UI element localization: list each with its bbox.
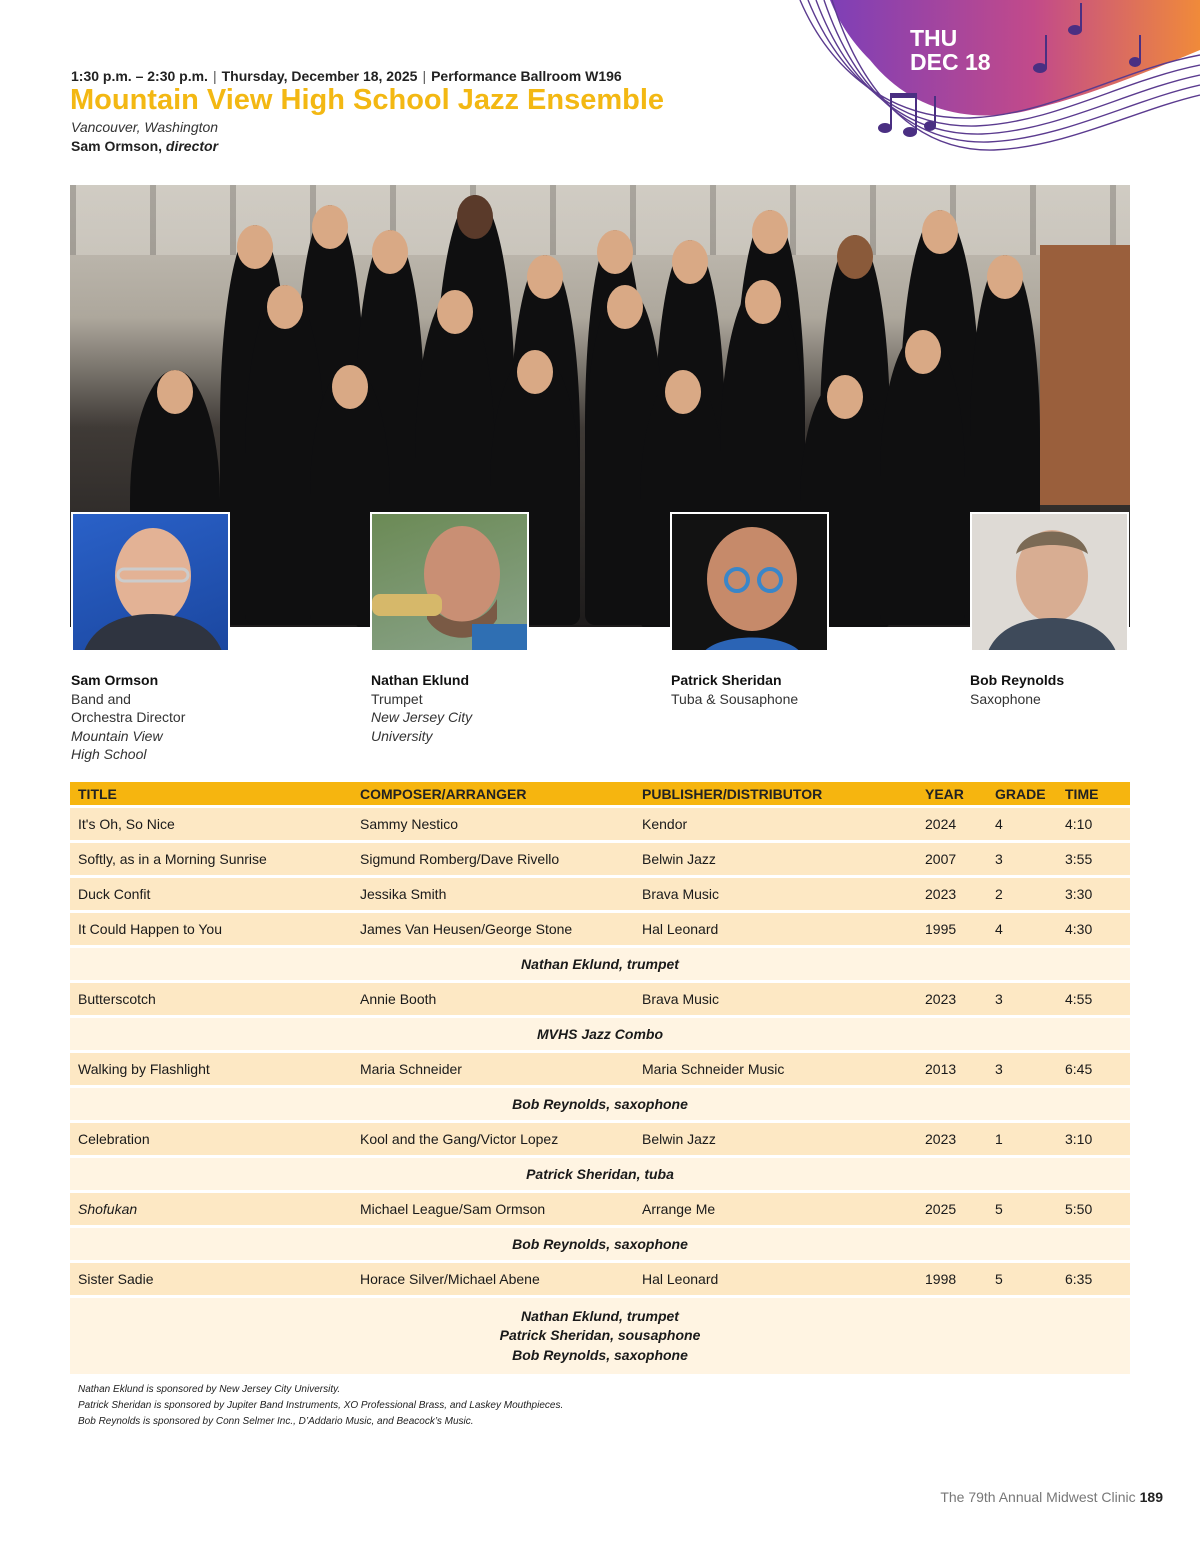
piece-grade: 2	[987, 878, 1057, 910]
artist-affiliation-line: Mountain View	[71, 727, 163, 744]
program-guest-note-row	[70, 1088, 1130, 1120]
piece-time: 6:45	[1057, 1053, 1130, 1085]
guest-note-line: Patrick Sheridan, sousaphone	[499, 1327, 701, 1344]
artist-affiliation-line: High School	[71, 746, 147, 762]
piece-grade: 3	[987, 843, 1057, 875]
guest-note-line: Bob Reynolds, saxophone	[512, 1346, 688, 1363]
page-footer	[940, 1489, 1163, 1505]
program-row	[70, 983, 1130, 1015]
guest-note-line: Nathan Eklund, trumpet	[521, 1307, 679, 1324]
piece-time: 3:55	[1057, 843, 1130, 875]
artist-role-line: Band and	[71, 690, 131, 707]
music-staff-decoration	[790, 0, 1200, 175]
ensemble-city: Vancouver, Washington	[71, 119, 219, 135]
bio-patrick-sheridan	[671, 671, 798, 708]
piece-year: 2007	[917, 843, 987, 875]
guest-note-line: Patrick Sheridan, tuba	[526, 1166, 674, 1182]
piece-grade: 5	[987, 1193, 1057, 1225]
piece-title: Walking by Flashlight	[70, 1053, 352, 1085]
piece-time: 3:30	[1057, 878, 1130, 910]
program-row	[70, 808, 1130, 840]
guest-note	[70, 1228, 1130, 1260]
page-number: 189	[1139, 1489, 1163, 1505]
piece-year: 2023	[917, 1123, 987, 1155]
artist-name: Patrick Sheridan	[671, 672, 782, 688]
piece-grade: 3	[987, 983, 1057, 1015]
piece-composer: Sigmund Romberg/Dave Rivello	[352, 843, 634, 875]
day-badge-date: DEC 18	[910, 49, 991, 75]
guest-note-line: Nathan Eklund, trumpet	[521, 956, 679, 972]
piece-publisher: Belwin Jazz	[634, 843, 917, 875]
program-body	[70, 808, 1130, 1374]
piece-grade: 1	[987, 1123, 1057, 1155]
guest-note-line: Bob Reynolds, saxophone	[512, 1096, 688, 1112]
piece-composer: Sammy Nestico	[352, 808, 634, 840]
program-row	[70, 1263, 1130, 1295]
sponsor-note: Bob Reynolds is sponsored by Conn Selmer Inc., D’Addario Music, and Beacock’s Music.	[78, 1416, 474, 1427]
bio-bob-reynolds	[970, 671, 1064, 708]
program-row	[70, 843, 1130, 875]
guest-note	[70, 1088, 1130, 1120]
program-guest-note-row	[70, 948, 1130, 980]
header-publisher: PUBLISHER/DISTRIBUTOR	[634, 782, 917, 805]
piece-grade: 5	[987, 1263, 1057, 1295]
sponsor-note: Nathan Eklund is sponsored by New Jersey City University.	[78, 1384, 341, 1395]
event-meta: 1:30 p.m. – 2:30 p.m. | Thursday, December 18, 2025 | Performance Ballroom W196	[71, 68, 622, 84]
piece-time: 3:10	[1057, 1123, 1130, 1155]
program-guest-note-row	[70, 1228, 1130, 1260]
event-time: 1:30 p.m. – 2:30 p.m.	[71, 68, 208, 84]
header-title: TITLE	[70, 782, 352, 805]
sponsor-notes	[78, 1382, 563, 1430]
program-row	[70, 1123, 1130, 1155]
program-guest-note-row	[70, 1158, 1130, 1190]
day-badge	[910, 26, 991, 74]
piece-publisher: Belwin Jazz	[634, 1123, 917, 1155]
event-date: Thursday, December 18, 2025	[221, 68, 418, 84]
artist-role-line: Saxophone	[970, 690, 1041, 707]
artist-name: Nathan Eklund	[371, 672, 470, 688]
portrait-sam-ormson	[71, 512, 230, 652]
piece-year: 2024	[917, 808, 987, 840]
piece-composer: Jessika Smith	[352, 878, 634, 910]
bio-sam-ormson	[71, 671, 185, 764]
header-year: YEAR	[917, 782, 987, 805]
piece-composer: James Van Heusen/George Stone	[352, 913, 634, 945]
piece-title: Shofukan	[70, 1193, 352, 1225]
piece-time: 6:35	[1057, 1263, 1130, 1295]
bio-nathan-eklund	[371, 671, 472, 745]
piece-title: It's Oh, So Nice	[70, 808, 352, 840]
publication-name: The 79th Annual Midwest Clinic	[940, 1489, 1136, 1505]
piece-year: 2013	[917, 1053, 987, 1085]
program-header-row	[70, 782, 1130, 805]
program-row	[70, 1193, 1130, 1225]
program-row	[70, 1053, 1130, 1085]
sponsor-note: Patrick Sheridan is sponsored by Jupiter Band Instruments, XO Professional Brass, and Laskey Mouthpieces.	[78, 1400, 564, 1411]
piece-title: Celebration	[70, 1123, 352, 1155]
piece-time: 5:50	[1057, 1193, 1130, 1225]
program-table	[70, 779, 1130, 1377]
program-row	[70, 878, 1130, 910]
piece-time: 4:30	[1057, 913, 1130, 945]
piece-title: Softly, as in a Morning Sunrise	[70, 843, 352, 875]
piece-time: 4:55	[1057, 983, 1130, 1015]
piece-grade: 4	[987, 808, 1057, 840]
guest-note	[70, 1018, 1130, 1050]
artist-name: Bob Reynolds	[970, 672, 1065, 688]
piece-grade: 4	[987, 913, 1057, 945]
piece-composer: Michael League/Sam Ormson	[352, 1193, 634, 1225]
artist-name: Sam Ormson	[71, 672, 159, 688]
piece-title: Sister Sadie	[70, 1263, 352, 1295]
piece-publisher: Maria Schneider Music	[634, 1053, 917, 1085]
guest-note	[70, 1158, 1130, 1190]
event-location: Performance Ballroom W196	[431, 68, 622, 84]
director-role: director	[165, 138, 219, 154]
director-name: Sam Ormson,	[71, 138, 163, 154]
piece-title: It Could Happen to You	[70, 913, 352, 945]
piece-publisher: Arrange Me	[634, 1193, 917, 1225]
piece-year: 2023	[917, 983, 987, 1015]
program-guest-note-row	[70, 1298, 1130, 1374]
piece-year: 1995	[917, 913, 987, 945]
day-badge-day: THU	[910, 25, 958, 51]
artist-affiliation-line: New Jersey City	[371, 709, 473, 725]
program-row	[70, 913, 1130, 945]
piece-composer: Maria Schneider	[352, 1053, 634, 1085]
guest-note-line: MVHS Jazz Combo	[536, 1026, 663, 1042]
piece-year: 1998	[917, 1263, 987, 1295]
piece-publisher: Kendor	[634, 808, 917, 840]
guest-note	[70, 948, 1130, 980]
artist-role-line: Trumpet	[371, 690, 423, 707]
header-grade: GRADE	[987, 782, 1057, 805]
ensemble-director	[71, 138, 218, 154]
piece-year: 2023	[917, 878, 987, 910]
piece-time: 4:10	[1057, 808, 1130, 840]
piece-publisher: Brava Music	[634, 983, 917, 1015]
guest-note-line: Bob Reynolds, saxophone	[512, 1236, 688, 1252]
portrait-patrick-sheridan	[670, 512, 829, 652]
page-title: Mountain View High School Jazz Ensemble	[70, 84, 665, 116]
artist-role-line: Tuba & Sousaphone	[671, 690, 799, 707]
header-composer: COMPOSER/ARRANGER	[352, 782, 634, 805]
portrait-nathan-eklund	[370, 512, 529, 652]
program-guest-note-row	[70, 1018, 1130, 1050]
portrait-bob-reynolds	[970, 512, 1129, 652]
header-time: TIME	[1057, 782, 1130, 805]
piece-publisher: Brava Music	[634, 878, 917, 910]
piece-grade: 3	[987, 1053, 1057, 1085]
artist-role-line: Orchestra Director	[71, 709, 186, 725]
piece-publisher: Hal Leonard	[634, 1263, 917, 1295]
piece-title: Butterscotch	[70, 983, 352, 1015]
piece-composer: Horace Silver/Michael Abene	[352, 1263, 634, 1295]
guest-note	[70, 1298, 1130, 1374]
piece-composer: Annie Booth	[352, 983, 634, 1015]
piece-publisher: Hal Leonard	[634, 913, 917, 945]
piece-composer: Kool and the Gang/Victor Lopez	[352, 1123, 634, 1155]
artist-affiliation-line: University	[371, 727, 433, 744]
piece-year: 2025	[917, 1193, 987, 1225]
piece-title: Duck Confit	[70, 878, 352, 910]
